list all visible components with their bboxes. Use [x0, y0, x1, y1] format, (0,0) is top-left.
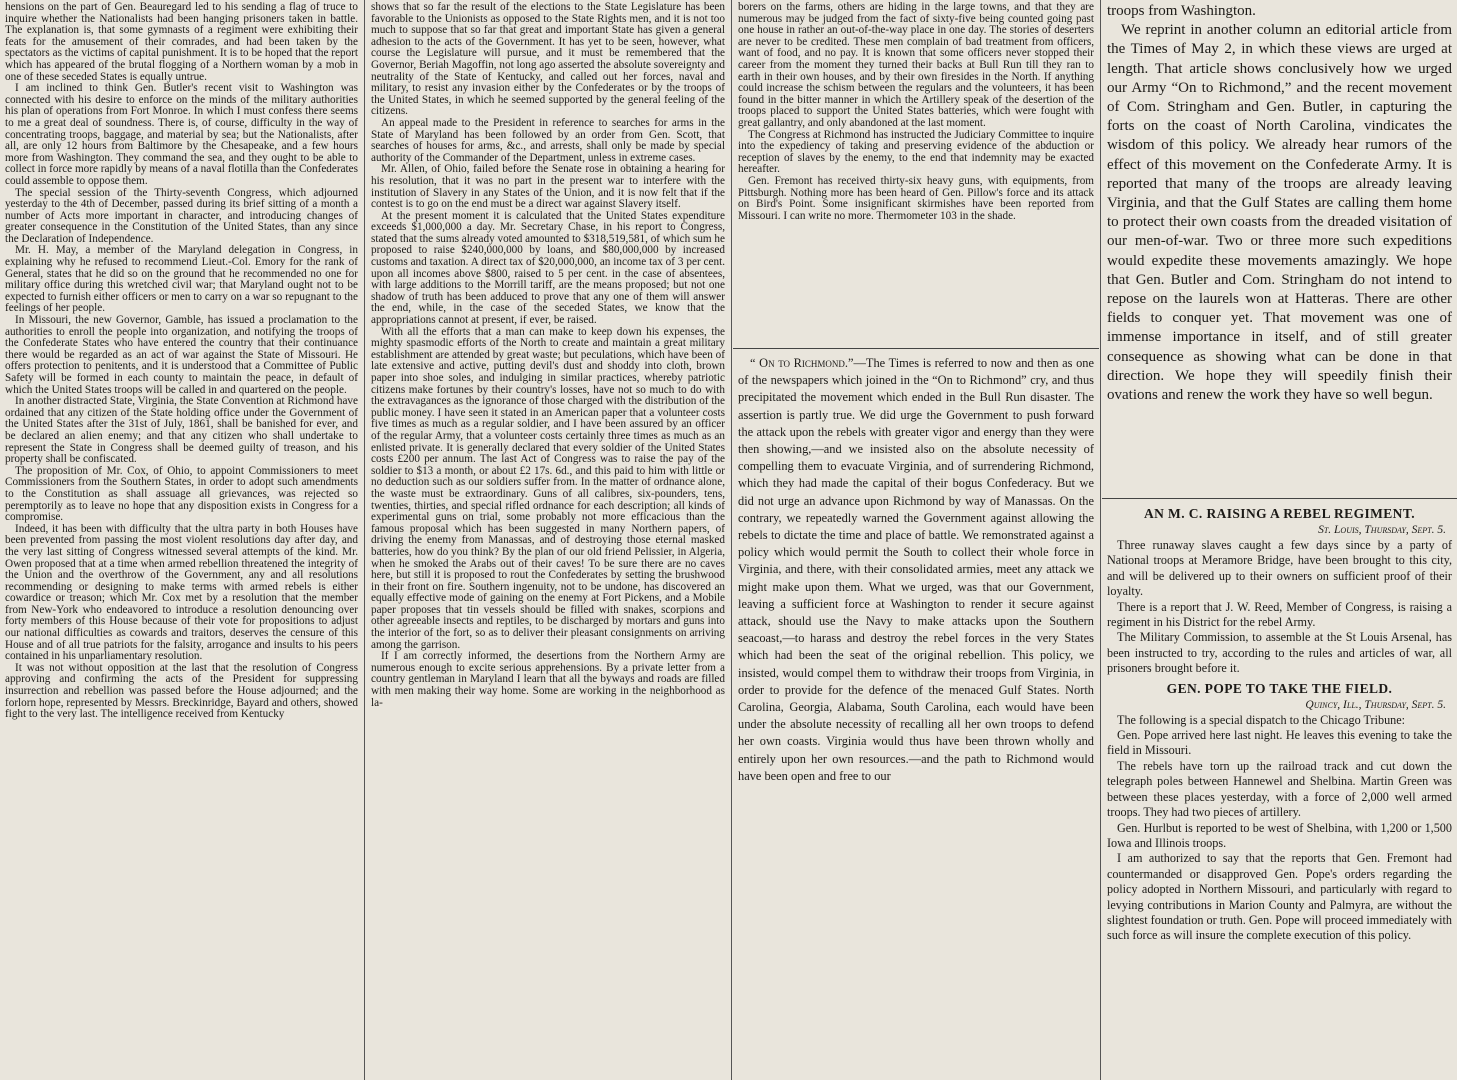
col1-paragraph-8: Indeed, it has been with difficulty that the ultra party in both Houses have been prevented from passing the most violent resolutions day after day, and the very last sitting of Congress witnessed several attempts of the kind. Mr. Owen proposed that at a time when armed rebellion threatened the integrity of the Union and the overthrow of the Government, any and all resolutions recommending or designing to make terms with armed rebels is either cowardice or treason; which Mr. Cox met by a resolution that the member from New-York who endeavored to introduce a resolution denouncing over forty members of this House because of their vote for propositions to adjust our national difficulties as cowards and traitors, deserves the censure of this House and of all true patriots for the falsity, arrogance and insults to his peers contained in his unparliamentary resolution. [5, 522, 358, 663]
col3-paragraph-1: borers on the farms, others are hiding in the large towns, and that they are numerous may be judged from the fact of sixty-five being counted going past one house in rather an out-of-the-way place in one day. The stories of deserters are never to be credited. These men complain of bad treatment from officers, want of food, and no pay. It is known that some officers never stopped their career from the moment they turned their backs at Bull Run till they ran to earth in their own houses, and by their own firesides in the North. If anything could increase the schism between the regulars and the volunteers, it has been found in the bitter manner in which the Artillery speak of the desertion of the troops placed to support the United States batteries, which were fought with great gallantry, and only abandoned at the last moment. [738, 1, 1094, 129]
gen-pope-paragraph-3: The rebels have torn up the railroad track and cut down the telegraph poles between Hannewel and Shelbina. Martin Green was between these places yesterday, with a force of 2,000 well armed troops. They had two pieces of artillery. [1107, 758, 1452, 820]
col4-paragraph-2: We reprint in another column an editorial article from the Times of May 2, in which these views are urged at length. That article shows conclusively how we urged our Army “On to Richmond,” and the recent movement of Com. Stringham and Gen. Butler, in capturing the forts on the coast of North Carolina, vindicates the wisdom of this policy. We already hear rumors of the effect of this movement on the Confederate Army. It is reported that many of the troops are already leaving Virginia, and that the Gulf States are calling them home to protect their own coasts from the dreaded visitation of our men-of-war. Two or three more such expeditions would expedite these movements amazingly. We hope that Gen. Butler and Com. Stringham do not intend to repose on the laurels won at Hatteras. There are other fields to conquer yet. That movement was one of immense importance in itself, and of still greater consequence as showing what can be done in that direction. We hope they will speedily finish their ovations and renew the work they have so well begun. [1107, 22, 1452, 404]
col2-paragraph-4: At the present moment it is calculated that the United States expenditure exceeds $1,000,000 a day. Mr. Secretary Chase, in his report to Congress, stated that the sums already voted amounted to $318,519,581, of which sum he proposed to raise $240,000,000 by loans, and $80,000,000 by increased customs and taxation. A direct tax of $20,000,000, an income tax of 3 per cent. upon all incomes above $800, raised to 5 per cent. in the case of absentees, with large additions to the Morrill tariff, are the means proposed; but not one shadow of truth has been adduced to prove that any one of them will answer the end, while, in the case of the seceded States, we know that the appropriations cannot at present, if ever, be raised. [371, 209, 725, 327]
col1-paragraph-2: I am inclined to think Gen. Butler's recent visit to Washington was connected with his desire to enforce on the minds of the military authorities his plan of operations from Fort Monroe. In which I must confess there seems to me a great deal of soundness. There is, of course, difficulty in the way of concentrating troops, baggage, and material by sea; but the Nationalists, after all, are only 12 hours from Baltimore by the Chesapeake, and a few hours more from Washington. They command the sea, and they ought to be able to collect in force more rapidly by means of a naval flotilla than the Confederates could assemble to oppose them. [5, 82, 358, 187]
headline-rebel-regiment: AN M. C. RAISING A REBEL REGIMENT. [1143, 506, 1416, 521]
section-rule-col4 [1102, 498, 1457, 499]
dateline-st-louis: St. Louis, Thursday, Sept. 5. [1318, 524, 1446, 536]
editorial-caption: “ On to Richmond.” [750, 356, 854, 370]
column-3-editorial [733, 350, 1099, 1080]
col2-paragraph-6: If I am correctly informed, the desertions from the Northern Army are numerous enough to excite serious apprehensions. By a private letter from a country gentleman in Maryland I learn that all the byways and roads are filled with men making their way home. Some are working in the neighborhood as la- [371, 650, 725, 709]
rebel-regiment-paragraph-2: There is a report that J. W. Reed, Member of Congress, is raising a regiment in his District for the rebel Army. [1107, 599, 1452, 630]
column-4-top [1102, 0, 1457, 500]
column-rule-2 [731, 0, 732, 1080]
col1-paragraph-6: In another distracted State, Virginia, the State Convention at Richmond have ordained that any citizen of the State holding office under the Government of the United States after the 31st of July, 1861, shall be banished for ever, and be declared an alien enemy; and that any citizen who shall undertake to represent the State in Congress shall be deemed guilty of treason, and his property shall be confiscated. [5, 395, 358, 466]
col2-paragraph-2: An appeal made to the President in reference to searches for arms in the State of Maryland has been followed by an order from Gen. Scott, that searches of houses for arms, &c., and arrests, shall only be made by special authority of the Commander of the Department, unless in extreme cases. [371, 116, 725, 164]
col2-paragraph-3: Mr. Allen, of Ohio, failed before the Senate rose in obtaining a hearing for his resolution, that it was no part in the present war to interfere with the institution of Slavery in any States of the Union, and it is now felt that if the contest is to go on the end must be a direct war against Slavery itself. [371, 163, 725, 211]
col1-paragraph-3: The special session of the Thirty-seventh Congress, which adjourned yesterday to the 4th of December, passed during its brief sitting of a month a number of Acts more important in character, and introducing changes of greater consequence in the Constitution of the United States, than any since the Declaration of Independence. [5, 186, 358, 245]
col1-paragraph-5: In Missouri, the new Governor, Gamble, has issued a proclamation to the authorities to enroll the people into organization, and notifying the troops of the Confederate States who have entered the country that their continuance there would be regarded as an act of war against the State of Missouri. He offers protection to penitents, and it is understood that a Committee of Public Safety will be formed in each county to maintain the peace, in default of which the United States troops will be called in and quartered on the people. [5, 314, 358, 396]
column-rule-3 [1100, 0, 1101, 1080]
headline-gen-pope: GEN. POPE TO TAKE THE FIELD. [1166, 680, 1393, 696]
col1-paragraph-1: hensions on the part of Gen. Beauregard led to his sending a flag of truce to inquire whether the Nationalists had been hanging prisoners taken in battle. The explanation is, that some gymnasts of a regiment were exhibiting their feats for the amusement of their comrades, and had been taken by the spectators as the victims of capital punishment. It is to be hoped that the report which has appeared of the brutal flogging of a Northern woman by a mob in one of these seceded States is equally untrue. [5, 1, 358, 83]
gen-pope-paragraph-4: Gen. Hurlbut is reported to be west of Shelbina, with 1,200 or 1,500 Iowa and Illinois troops. [1107, 820, 1452, 850]
col3-paragraph-3: Gen. Fremont has received thirty-six heavy guns, with equipments, from Pittsburgh. Nothing more has been heard of Gen. Pillow's force and its attack on Bird's Point. Some insignificant skirmishes have been reported from Missouri. I can write no more. Thermometer 103 in the shade. [738, 174, 1094, 222]
gen-pope-paragraph-1: The following is a special dispatch to the Chicago Tribune: [1117, 712, 1406, 727]
col2-paragraph-5: With all the efforts that a man can make to keep down his expenses, the mighty spasmodic efforts of the North to create and maintain a great military establishment are attended by great waste; but peculations, which have been of late extensive and active, putting devil's dust and shoddy into cloth, brown paper into shoe soles, and indulging in similar practices, whereby patriotic citizens make fortunes by their country's losses, have not so much to do with the extravagances as the ignorance of those charged with the distribution of the public money. I have seen it stated in an American paper that a volunteer costs five times as much as a regular soldier, and I have been assured by an officer of the regular Army, that a volunteer costs certainly three times as much as an enlisted private. It is generally declared that every soldier of the United States costs £200 per annum. The last Act of Congress was to raise the pay of the soldier to $13 a month, or about £2 17s. 6d., and this paid to him with little or no deduction such as our soldiers suffer from. In the matter of ordnance alone, the waste must be extraordinary. Guns of all calibres, six-pounders, tens, twenties, thirties, and special rifled ordnance for each description; all kinds of experimental guns on trial, some probably not more efficacious than the famous proposal which has been suggested in many Northern papers, of driving the enemy from Manassas, and of destroying those eternal masked batteries, how do you think? By the plan of our old friend Pelissier, in Algeria, when he smoked the Arabs out of their caves! To be sure there are no caves here, but still it is proposed to rout the Confederates by setting the brushwood in their front on fire. Southern ingenuity, not to be undone, has discovered an equally effective mode of gaining on the enemy at Fort Pickens, and a Mobile paper proposes that tin vessels should be filled with snakes, scorpions and other agreeable insects and reptiles, to be discharged by mortars and guns into the interior of the fort, so as to deliver their pleasant consignments on arriving among the garrison. [371, 325, 725, 651]
col3-paragraph-2: The Congress at Richmond has instructed the Judiciary Committee to inquire into the expediency of taking and preserving evidence of the abduction or reception of slaves by the enemy, to the end that indemnity may be exacted hereafter. [738, 128, 1094, 176]
editorial-body: —The Times is referred to now and then as one of the newspapers which joined in the “On to Richmond” cry, and thus precipitated the movement which ended in the Bull Run disaster. The assertion is partly true. We did urge the Government to push forward the attack upon the rebels with greater vigor and energy than they were then showing,—and we insisted also on the absolute necessity of compelling them to evacuate Virginia, and of surrendering Richmond, which they had made the capital of their bogus Confederacy. But we did not urge an advance upon Richmond by way of Manassas. On the contrary, we repeatedly warned the Government against allowing the rebels to dictate the time and place of battle. We remonstrated against a policy which would permit the South to collect their whole force in Virginia, and there, with their consolidated armies, meet any attack we might make upon them. What we urged, was that our Government, leaving a sufficient force at Washington to render it secure against attack, should use the Navy to make attacks upon the Southern seacoast,—to harass and destroy the rebel forces in the very States which had been the seat of the original rebellion. This policy, we insisted, would compel them to withdraw their troops from Virginia, in order to provide for the defence of the menaced Gulf States. North Carolina, Georgia, Alabama, South Carolina, each would have been under the absolute necessity of recalling all her own troops to defend her own coasts. Virginia would thus have been thrown wholly and entirely upon her own resources.—and the path to Richmond would have been open and free to our [738, 356, 1095, 783]
gen-pope-paragraph-2: Gen. Pope arrived here last night. He leaves this evening to take the field in Missouri. [1107, 728, 1452, 758]
column-4-bottom [1102, 500, 1457, 1080]
gen-pope-paragraph-5: I am authorized to say that the reports that Gen. Fremont had countermanded or disapproved Gen. Pope's orders regarding the policy adopted in Northern Missouri, and particularly with regard to levying contributions in Marion County and Palmyra, are without the slightest foundation or truth. Gen. Pope will proceed immediately with such force as will insure the complete execution of this policy. [1107, 851, 1452, 943]
column-3-top [733, 0, 1099, 350]
col1-paragraph-7: The proposition of Mr. Cox, of Ohio, to appoint Commissioners to meet Commissioners from the Southern States, in order to adopt such amendments to the Constitution as shall assuage all grievances, was rejected so peremptorily as to leave no hope that any disposition exists in Congress for a compromise. [5, 464, 358, 524]
column-1 [0, 0, 363, 1080]
dateline-quincy: Quincy, Ill., Thursday, Sept. 5. [1305, 698, 1446, 711]
rebel-regiment-paragraph-1: Three runaway slaves caught a few days since by a party of National troops at Meramore Bridge, have been brought to this city, and will be delivered up to their owners on sufficient proof of their loyalty. [1107, 538, 1452, 599]
col1-paragraph-4: Mr. H. May, a member of the Maryland delegation in Congress, in explaining why he refused to recommend Lieut.-Col. Emory for the rank of General, states that he did so on the ground that he recommended no one for military office during this wretched civil war; that Maryland ought not to be expected to furnish either officers or men to carry on a war so repugnant to the feelings of her people. [5, 244, 358, 315]
column-2 [366, 0, 730, 1080]
col2-paragraph-1: shows that so far the result of the elections to the State Legislature has been favorable to the Unionists as opposed to the State Rights men, and it is not too much to suppose that so far that great and important State has given a general adhesion to the acts of the Government. It has yet to be seen, however, what course the Legislature will pursue, and it must be remembered that the Governor, Beriah Magoffin, not long ago asserted the absolute sovereignty and neutrality of the State of Kentucky, and called out her forces, naval and military, to resist any invasion either by the Confederates or by the troops of the United States, in which he seemed supported by the general feeling of the citizens. [371, 1, 725, 118]
section-rule-col3 [733, 348, 1099, 349]
col4-paragraph-1: troops from Washington. [1107, 3, 1256, 19]
col1-paragraph-9: It was not without opposition at the last that the resolution of Congress approving and confirming the acts of the President for suppressing insurrection and rebellion was passed before the House adjourned; and the forlorn hope, represented by Messrs. Breckinridge, Bayard and others, showed fight to the very last. The intelligence received from Kentucky [5, 661, 358, 721]
column-rule-1 [364, 0, 365, 1080]
editorial-on-to-richmond [738, 352, 1094, 785]
rebel-regiment-paragraph-3: The Military Commission, to assemble at the St Louis Arsenal, has been instructed to try, according to the rules and articles of war, all prisoners brought before it. [1107, 630, 1452, 676]
